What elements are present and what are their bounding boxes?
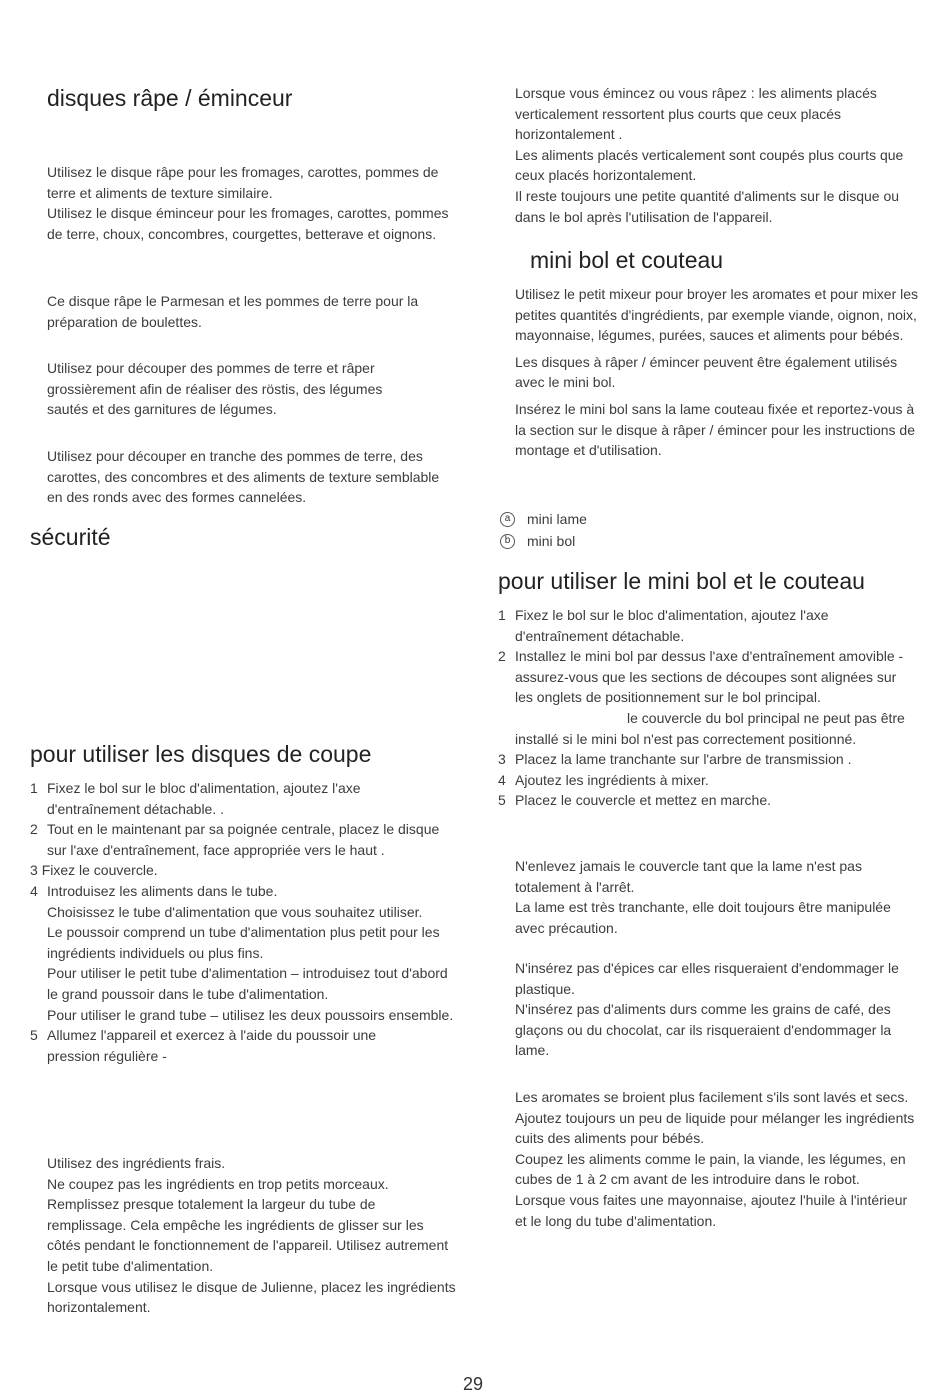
paragraph-disque-eminceur: Utilisez le disque éminceur pour les fromages, carottes, pommes de terre, choux, concombres, courgettes, betterave et oignons. [47, 205, 449, 242]
paragraph-disque-rape: Utilisez le disque râpe pour les fromages, carottes, pommes de terre et aliments de texture similaire. [47, 164, 439, 201]
warnings-lame [515, 856, 923, 938]
letter-a-icon: a [500, 512, 515, 527]
letter-b-icon: b [500, 534, 515, 549]
legend-item: a mini lame [500, 508, 587, 530]
warning-text: La lame est très tranchante, elle doit toujours être manipulée avec précaution. [515, 899, 891, 936]
step-note: le couvercle du bol principal ne peut pas être installé si le mini bol n'est pas correctement positionné. [515, 709, 905, 747]
steps-list-mini [498, 605, 918, 811]
tips-disques [47, 1153, 457, 1318]
note-text: Lorsque vous émincez ou vous râpez : les aliments placés verticalement ressortent plus courts que ceux placés horizontalement . [515, 85, 877, 143]
mini-bol-description [515, 284, 920, 461]
disques-description [47, 162, 457, 244]
note-text: Les aliments placés verticalement sont coupés plus courts que ceux placés horizontalement. [515, 146, 904, 184]
heading-mini-bol: mini bol et couteau [530, 247, 724, 273]
page-number: 29 [463, 1374, 484, 1394]
tip-text: Ne coupez pas les ingrédients en trop petits morceaux. [47, 1175, 389, 1192]
heading-utiliser-mini-bol: pour utiliser le mini bol et le couteau [498, 568, 865, 594]
tip-text: Lorsque vous faites une mayonnaise, ajoutez l'huile à l'intérieur et le long du tube d'alimentation. [515, 1191, 908, 1229]
heading-disques-rape-eminceur: disques râpe / éminceur [47, 85, 293, 111]
paragraph-tranches: Utilisez pour découper en tranche des pommes de terre, des carottes, des concombres et des aliments de texture semblable en des ronds avec des formes cannelées. [47, 448, 440, 506]
list-item: 4 Introduisez les aliments dans le tube. Choisissez le tube d'alimentation que vous souhaitez utiliser. Le poussoir comprend un tube d'alimentation plus petit pour les ingrédients individuels ou plus fins. Pour utiliser le petit tube d'alimentation – introduisez tout d'abord le grand poussoir dans le tube d'alimentation. Pour utiliser le grand tube – utilisez les deux poussoirs ensemble. [30, 882, 454, 1023]
paragraph-mini-usage: Utilisez le petit mixeur pour broyer les aromates et pour mixer les petites quantités d'ingrédients, par exemple viande, oignon, noix, mayonnaise, légumes, purées, sauces et aliments pour bébés. [515, 286, 919, 344]
list-item: 2 Tout en le maintenant par sa poignée centrale, placez le disque sur l'axe d'entraînement, face appropriée vers le haut . [30, 821, 440, 858]
paragraph-mini-montage: Insérez le mini bol sans la lame couteau fixée et reportez-vous à la section sur le disque à râper / émincer pour les instructions de montage et d'utilisation. [515, 400, 915, 459]
steps-list-disques [30, 778, 454, 1066]
list-item: 3 Placez la lame tranchante sur l'arbre de transmission . [498, 751, 852, 768]
note-text: Il reste toujours une petite quantité d'aliments sur le disque ou dans le bol après l'utilisation de l'appareil. [515, 187, 900, 225]
list-item: 2 Installez le mini bol par dessus l'axe d'entraînement amovible - assurez-vous que les sections de découpes sont alignées sur les onglets de positionnement sur le bol principal. le couvercle du bol principal ne peut pas être installé si le mini bol n'est pas correctement positionné. [498, 646, 918, 749]
paragraph-parmesan: Ce disque râpe le Parmesan et les pommes de terre pour la préparation de boulettes. [47, 293, 419, 330]
warning-text: N'insérez pas d'aliments durs comme les grains de café, des glaçons ou du chocolat, car ils risqueraient d'endommager la lame. [515, 1001, 892, 1059]
warning-text: N'insérez pas d'épices car elles risqueraient d'endommager le plastique. [515, 960, 899, 997]
list-item: 1 Fixez le bol sur le bloc d'alimentation, ajoutez l'axe d'entraînement détachable. . [30, 780, 361, 817]
tips-mini-bol [515, 1087, 920, 1231]
slicing-notes [515, 83, 915, 227]
paragraph-rostis: Utilisez pour découper des pommes de terre et râper grossièrement afin de réaliser des röstis, des légumes sautés et des garnitures de légumes. [47, 360, 383, 418]
warnings-ingredients [515, 958, 920, 1061]
heading-securite: sécurité [30, 524, 111, 550]
tip-text: Remplissez presque totalement la largeur du tube de remplissage. Cela empêche les ingrédients de glisser sur les côtés pendant le fonctionnement de l'appareil. Utilisez autrement le petit tube d'alimentation. [47, 1196, 449, 1274]
list-item: 4 Ajoutez les ingrédients à mixer. [498, 771, 709, 788]
legend-item: b mini bol [500, 530, 587, 552]
list-item: 1 Fixez le bol sur le bloc d'alimentation, ajoutez l'axe d'entraînement détachable. [498, 607, 829, 644]
list-item: 5 Allumez l'appareil et exercez à l'aide du poussoir une pression régulière - [30, 1027, 377, 1064]
warning-text: N'enlevez jamais le couvercle tant que la lame n'est pas totalement à l'arrêt. [515, 858, 862, 895]
list-item: 5 Placez le couvercle et mettez en marche. [498, 792, 772, 809]
list-item: 3 Fixez le couvercle. [30, 862, 158, 879]
paragraph-mini-disques: Les disques à râper / émincer peuvent être également utilisés avec le mini bol. [515, 353, 898, 391]
legend [500, 508, 587, 552]
tip-text: Utilisez des ingrédients frais. [47, 1155, 226, 1171]
tip-text: Lorsque vous utilisez le disque de Julienne, placez les ingrédients horizontalement. [47, 1278, 456, 1316]
heading-utiliser-disques: pour utiliser les disques de coupe [30, 741, 372, 767]
tip-text: Les aromates se broient plus facilement s'ils sont lavés et secs. [515, 1089, 909, 1105]
tip-text: Coupez les aliments comme le pain, la viande, les légumes, en cubes de 1 à 2 cm avant de les introduire dans le robot. [515, 1150, 906, 1188]
tip-text: Ajoutez toujours un peu de liquide pour mélanger les ingrédients cuits des aliments pour bébés. [515, 1109, 915, 1147]
